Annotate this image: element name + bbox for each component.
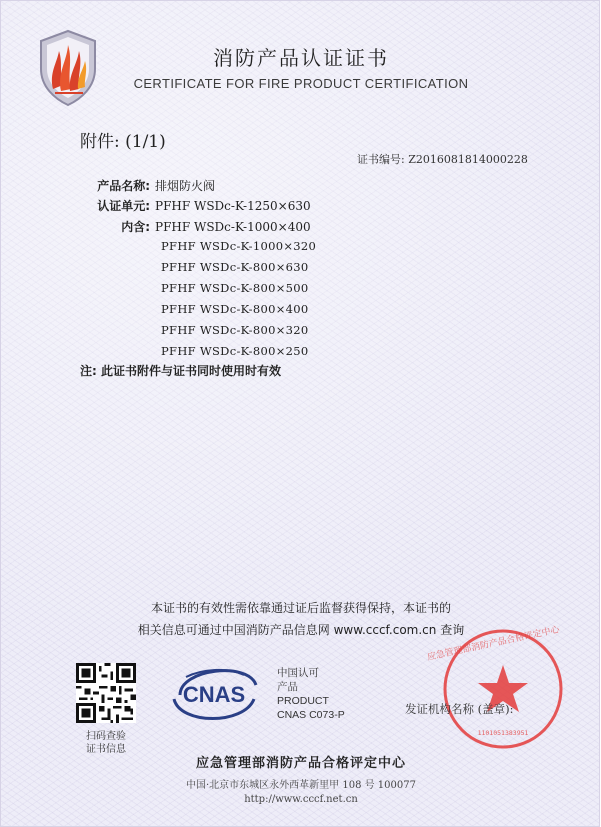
- cnas-info-line: PRODUCT: [277, 695, 329, 707]
- contains-item: PFHF WSDc-K-800×320: [161, 323, 309, 337]
- contains-item: PFHF WSDc-K-800×500: [161, 281, 309, 295]
- issuing-center-website: http://www.cccf.net.cn: [244, 794, 358, 805]
- issuing-center-address: 中国·北京市东城区永外西革新里甲 108 号 100077: [186, 780, 416, 791]
- cnas-accreditation-info: [277, 666, 345, 722]
- product-name-label: 产品名称:: [97, 179, 150, 193]
- qr-caption-line2: 证书信息: [86, 744, 126, 755]
- certification-unit-label: 认证单元:: [97, 199, 150, 213]
- product-name-row: [80, 177, 215, 194]
- official-seal-icon: [426, 625, 565, 751]
- cnas-info-line: 中国认可: [277, 667, 319, 679]
- qr-code-icon: [76, 663, 136, 723]
- seal-serial: 1101051383951: [477, 729, 529, 737]
- certification-unit-row: [80, 197, 311, 214]
- contains-row: [80, 218, 311, 235]
- cnas-logo-text: CNAS: [182, 682, 246, 707]
- cnas-info-line: 产品: [277, 681, 298, 693]
- contains-item: PFHF WSDc-K-800×400: [161, 302, 309, 316]
- issuing-authority-label: 发证机构名称 (盖章):: [405, 702, 514, 716]
- product-name-value: 排烟防火阀: [155, 179, 216, 193]
- contains-item: PFHF WSDc-K-1000×400: [155, 220, 311, 234]
- validity-note: 注: 此证书附件与证书同时使用时有效: [80, 364, 281, 378]
- certificate-number: 证书编号: Z2016081814000228: [357, 153, 528, 166]
- validity-statement-line1: 本证书的有效性需依靠通过证后监督获得保持，本证书的: [150, 601, 451, 615]
- cnas-info-line: CNAS C073-P: [277, 709, 345, 721]
- contains-item: PFHF WSDc-K-800×630: [161, 260, 309, 274]
- cnas-logo-icon: [166, 655, 262, 727]
- contains-item: PFHF WSDc-K-1000×320: [161, 239, 317, 253]
- certificate-title-cn: 消防产品认证证书: [213, 46, 389, 70]
- contains-label: 内含:: [121, 220, 150, 234]
- attachment-label: 附件: (1/1): [80, 132, 166, 152]
- validity-statement-line2: 相关信息可通过中国消防产品信息网 www.cccf.com.cn 查询: [137, 623, 465, 637]
- contains-item: PFHF WSDc-K-800×250: [161, 344, 309, 358]
- qr-caption-line1: 扫码查验: [86, 731, 126, 742]
- seal-ring-text: 应急管理部消防产品合格评定中心: [426, 625, 561, 663]
- certificate-title-en: CERTIFICATE FOR FIRE PRODUCT CERTIFICATION: [133, 76, 469, 91]
- certification-unit-value: PFHF WSDc-K-1250×630: [155, 199, 311, 213]
- issuing-center-name: 应急管理部消防产品合格评定中心: [195, 756, 406, 771]
